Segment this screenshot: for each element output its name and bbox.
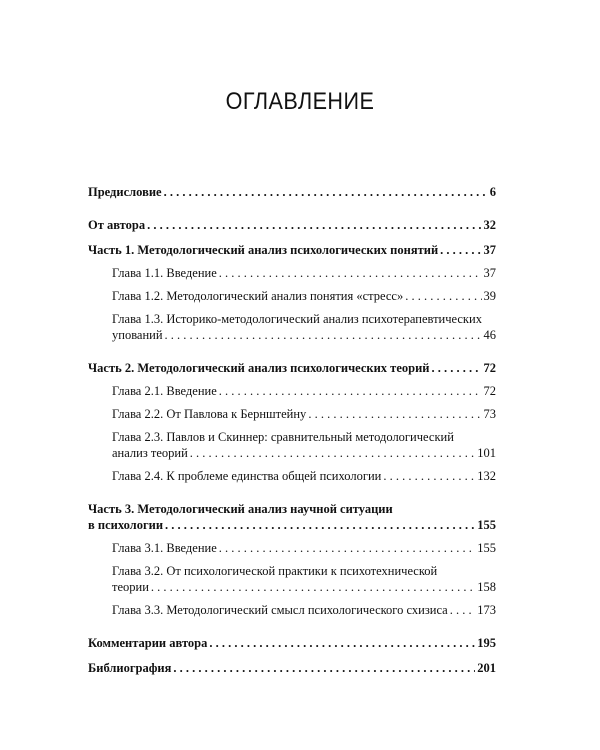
toc-entry-part-2[interactable] <box>88 360 496 376</box>
toc-entry-chapter-2-3[interactable] <box>88 429 496 461</box>
toc-entry-text: Часть 1. Методологический анализ психологических понятий <box>88 243 439 257</box>
toc-entry-part-3[interactable] <box>88 501 496 533</box>
toc-entry-chapter-1-1[interactable] <box>88 265 496 281</box>
toc-page-number: 72 <box>483 384 496 398</box>
toc-entry-text-line-2: теории <box>112 580 149 594</box>
toc-entry-part-1[interactable] <box>88 242 496 258</box>
leader-dots <box>219 540 476 556</box>
toc-entry-text-line-1: Часть 3. Методологический анализ научной ситуации <box>88 502 393 516</box>
toc-page-number: 72 <box>483 361 496 375</box>
toc-page-number: 6 <box>489 185 496 199</box>
toc-entry-chapter-1-2[interactable] <box>88 288 496 304</box>
leader-dots <box>209 635 475 651</box>
toc-page-number: 201 <box>477 661 496 675</box>
toc-page-number: 73 <box>483 407 496 421</box>
leader-dots <box>190 445 475 461</box>
leader-dots <box>164 184 488 200</box>
toc-entry-text: Глава 3.1. Введение <box>112 541 217 555</box>
leader-dots <box>151 579 475 595</box>
leader-dots <box>147 217 481 233</box>
toc-entry-chapter-2-2[interactable] <box>88 406 496 422</box>
toc-page-number: 155 <box>477 541 496 555</box>
toc-entry-text: Глава 2.1. Введение <box>112 384 217 398</box>
leader-dots <box>383 468 475 484</box>
toc-entry-text-line-2: упований <box>112 328 163 342</box>
toc-entry-text: Предисловие <box>88 185 162 199</box>
page-title: ОГЛАВЛЕНИЕ <box>225 88 375 115</box>
leader-dots <box>165 517 475 533</box>
toc-entry-text-line-2: в психологии <box>88 518 164 532</box>
toc-entry-comments[interactable] <box>88 635 496 651</box>
toc-entry-text: Библиография <box>88 661 172 675</box>
table-of-contents <box>88 184 496 676</box>
toc-entry-text-line-1: Глава 3.2. От психологической практики к психотехнической <box>112 564 438 578</box>
toc-entry-preface[interactable] <box>88 184 496 200</box>
toc-entry-text: От автора <box>88 218 146 232</box>
toc-entry-text-line-2: анализ теорий <box>112 446 188 460</box>
toc-entry-text: Глава 3.3. Методологический смысл психологического схизиса <box>112 603 448 617</box>
toc-entry-text: Глава 1.2. Методологический анализ понятия «стресс» <box>112 289 404 303</box>
toc-entry-text: Глава 2.2. От Павлова к Бернштейну <box>112 407 307 421</box>
toc-page-number: 101 <box>477 446 496 460</box>
toc-entry-chapter-2-4[interactable] <box>88 468 496 484</box>
toc-page-number: 132 <box>477 469 496 483</box>
toc-entry-chapter-3-3[interactable] <box>88 602 496 618</box>
toc-entry-text: Глава 2.4. К проблеме единства общей психологии <box>112 469 382 483</box>
leader-dots <box>173 660 475 676</box>
toc-page-number: 39 <box>483 289 496 303</box>
leader-dots <box>219 265 482 281</box>
leader-dots <box>219 383 482 399</box>
toc-page-number: 155 <box>477 518 496 532</box>
leader-dots <box>405 288 481 304</box>
toc-entry-text: Глава 1.1. Введение <box>112 266 217 280</box>
toc-page-number: 173 <box>477 603 496 617</box>
leader-dots <box>450 602 476 618</box>
leader-dots <box>431 360 481 376</box>
toc-entry-from-author[interactable] <box>88 217 496 233</box>
toc-entry-text: Часть 2. Методологический анализ психологических теорий <box>88 361 430 375</box>
toc-entry-bibliography[interactable] <box>88 660 496 676</box>
toc-page-number: 32 <box>483 218 496 232</box>
toc-entry-chapter-3-2[interactable] <box>88 563 496 595</box>
toc-entry-text-line-1: Глава 2.3. Павлов и Скиннер: сравнительный методологический <box>112 430 454 444</box>
toc-page-number: 158 <box>477 580 496 594</box>
toc-page-number: 46 <box>483 328 496 342</box>
leader-dots <box>308 406 481 422</box>
toc-entry-chapter-3-1[interactable] <box>88 540 496 556</box>
toc-entry-text: Комментарии автора <box>88 636 208 650</box>
toc-page-number: 195 <box>477 636 496 650</box>
leader-dots <box>165 327 482 343</box>
toc-page-number: 37 <box>483 266 496 280</box>
leader-dots <box>440 242 481 258</box>
toc-entry-text-line-1: Глава 1.3. Историко-методологический анализ психотерапевтических <box>112 312 482 326</box>
toc-entry-chapter-1-3[interactable] <box>88 311 496 343</box>
toc-entry-chapter-2-1[interactable] <box>88 383 496 399</box>
toc-page-number: 37 <box>483 243 496 257</box>
